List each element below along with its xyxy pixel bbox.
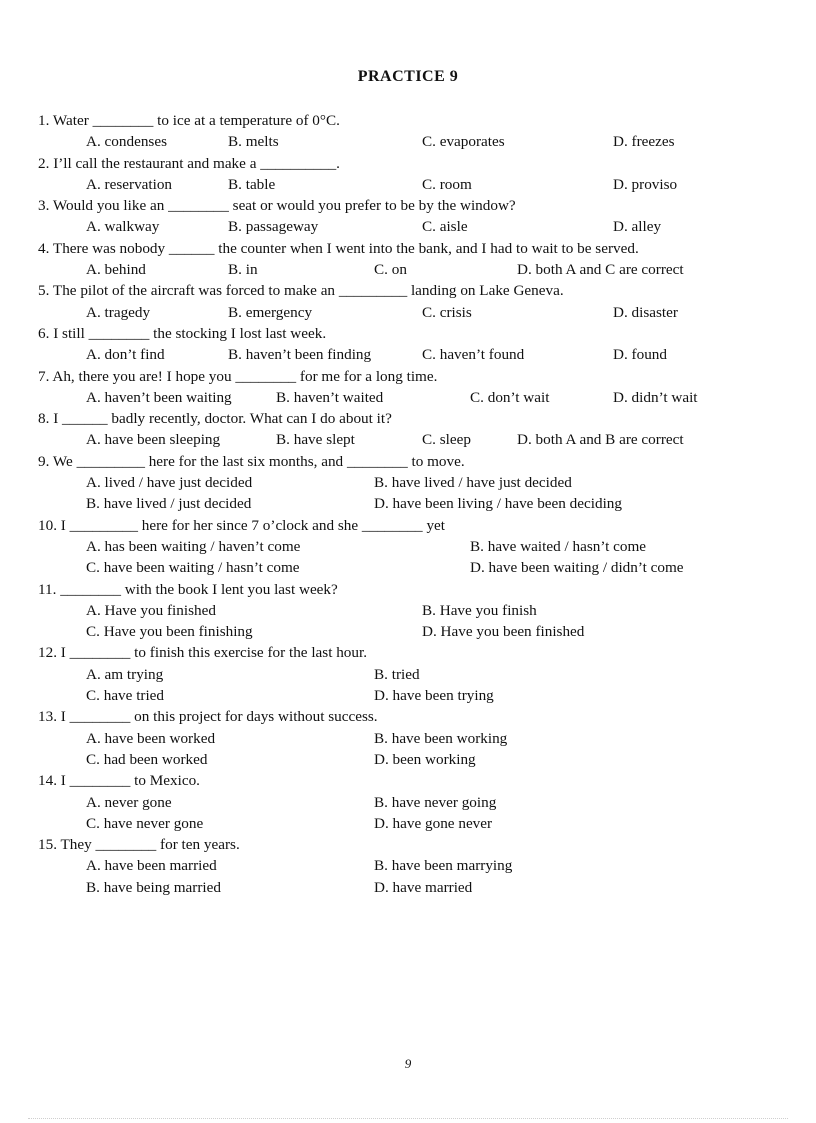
question-10-option-d: D. have been waiting / didn’t come xyxy=(470,559,684,577)
question-3-option-c: C. aisle xyxy=(422,218,468,236)
question-7-text: 7. Ah, there you are! I hope you ________ for me for a long time. xyxy=(38,367,438,385)
question-4-option-d: D. both A and C are correct xyxy=(517,261,684,279)
question-2-text: 2. I’ll call the restaurant and make a __________. xyxy=(38,154,340,172)
question-14-options-row xyxy=(38,792,798,813)
question-list xyxy=(38,110,798,898)
question-11-option-d: D. Have you been finished xyxy=(422,623,585,641)
question-4-text: 4. There was nobody ______ the counter when I went into the bank, and I had to wait to be served. xyxy=(38,239,639,257)
question-13-option-c: C. had been worked xyxy=(86,750,208,768)
question-13-text: 13. I ________ on this project for days without success. xyxy=(38,708,378,726)
question-10-option-a: A. has been waiting / haven’t come xyxy=(86,537,301,555)
question-7-option-c: C. don’t wait xyxy=(470,388,550,406)
question-6-option-b: B. haven’t been finding xyxy=(228,346,372,364)
question-1-option-b: B. melts xyxy=(228,133,279,151)
question-15-option-c: B. have being married xyxy=(86,878,221,896)
question-11-option-c: C. Have you been finishing xyxy=(86,623,253,641)
question-8-option-d: D. both A and B are correct xyxy=(517,431,684,449)
question-14-options-row xyxy=(38,813,798,834)
question-5-option-d: D. disaster xyxy=(613,303,678,321)
question-2-option-b: B. table xyxy=(228,175,276,193)
question-9-option-b: B. have lived / have just decided xyxy=(374,474,572,492)
question-11-text: 11. ________ with the book I lent you last week? xyxy=(38,580,338,598)
question-12-option-d: D. have been trying xyxy=(374,687,494,705)
question-1-options-row xyxy=(38,131,798,152)
question-12-option-c: C. have tried xyxy=(86,687,165,705)
question-15-option-d: D. have married xyxy=(374,878,473,896)
question-14-option-b: B. have never going xyxy=(374,793,497,811)
question-13-option-b: B. have been working xyxy=(374,729,508,747)
question-9-text: 9. We _________ here for the last six months, and ________ to move. xyxy=(38,452,465,470)
question-2-option-d: D. proviso xyxy=(613,175,678,193)
question-13-options-row xyxy=(38,728,798,749)
question-3-option-b: B. passageway xyxy=(228,218,319,236)
question-11-option-b: B. Have you finish xyxy=(422,601,537,619)
question-12-options-row xyxy=(38,685,798,706)
question-9-option-a: A. lived / have just decided xyxy=(86,474,253,492)
question-6-option-a: A. don’t find xyxy=(86,346,165,364)
question-3-options-row xyxy=(38,216,798,237)
question-3-text: 3. Would you like an ________ seat or would you prefer to be by the window? xyxy=(38,197,516,215)
question-2-option-c: C. room xyxy=(422,175,472,193)
question-13-option-a: A. have been worked xyxy=(86,729,216,747)
question-9-options-row xyxy=(38,472,798,493)
question-3-option-d: D. alley xyxy=(613,218,662,236)
question-12-option-b: B. tried xyxy=(374,665,420,683)
question-14-option-d: D. have gone never xyxy=(374,814,493,832)
question-15-option-b: B. have been marrying xyxy=(374,857,513,875)
question-14-text: 14. I ________ to Mexico. xyxy=(38,772,200,790)
question-10-text: 10. I _________ here for her since 7 o’clock and she ________ yet xyxy=(38,516,445,534)
question-4-option-c: C. on xyxy=(374,261,407,279)
page-number: 9 xyxy=(404,1056,412,1071)
question-10-options-row xyxy=(38,557,798,578)
question-5-options-row xyxy=(38,302,798,323)
question-6-options-row xyxy=(38,344,798,365)
question-9-option-d: D. have been living / have been deciding xyxy=(374,495,622,513)
question-4-option-a: A. behind xyxy=(86,261,146,279)
question-5-text: 5. The pilot of the aircraft was forced to make an _________ landing on Lake Geneva. xyxy=(38,282,564,300)
question-14-option-a: A. never gone xyxy=(86,793,172,811)
question-1-option-a: A. condenses xyxy=(86,133,167,151)
question-15-options-row xyxy=(38,855,798,876)
page-bottom-border xyxy=(28,1118,788,1119)
question-8-option-c: C. sleep xyxy=(422,431,471,449)
page-title: PRACTICE 9 xyxy=(357,68,459,85)
question-7-option-d: D. didn’t wait xyxy=(613,388,698,406)
question-2-option-a: A. reservation xyxy=(86,175,173,193)
question-3-option-a: A. walkway xyxy=(86,218,160,236)
question-13-options-row xyxy=(38,749,798,770)
question-5-option-a: A. tragedy xyxy=(86,303,151,321)
question-8-option-a: A. have been sleeping xyxy=(86,431,221,449)
question-4-option-b: B. in xyxy=(228,261,258,279)
question-10-option-b: B. have waited / hasn’t come xyxy=(470,537,647,555)
question-6-text: 6. I still ________ the stocking I lost last week. xyxy=(38,324,327,342)
question-6-option-d: D. found xyxy=(613,346,667,364)
question-1-text: 1. Water ________ to ice at a temperature of 0°C. xyxy=(38,112,340,129)
question-11-options-row xyxy=(38,600,798,621)
question-7-option-b: B. haven’t waited xyxy=(276,388,384,406)
question-5-option-c: C. crisis xyxy=(422,303,472,321)
question-8-text: 8. I ______ badly recently, doctor. What can I do about it? xyxy=(38,410,392,428)
question-1-option-d: D. freezes xyxy=(613,133,675,151)
question-15-option-a: A. have been married xyxy=(86,857,217,875)
question-12-options-row xyxy=(38,664,798,685)
question-2-options-row xyxy=(38,174,798,195)
question-15-options-row xyxy=(38,877,798,898)
question-11-options-row xyxy=(38,621,798,642)
question-6-option-c: C. haven’t found xyxy=(422,346,525,364)
question-7-option-a: A. haven’t been waiting xyxy=(86,388,232,406)
question-7-options-row xyxy=(38,387,798,408)
question-13-option-d: D. been working xyxy=(374,750,476,768)
question-15-text: 15. They ________ for ten years. xyxy=(38,836,240,854)
question-8-option-b: B. have slept xyxy=(276,431,355,449)
question-12-text: 12. I ________ to finish this exercise for the last hour. xyxy=(38,644,368,662)
question-10-option-c: C. have been waiting / hasn’t come xyxy=(86,559,300,577)
question-5-option-b: B. emergency xyxy=(228,303,313,321)
question-9-option-c: B. have lived / just decided xyxy=(86,495,252,513)
question-14-option-c: C. have never gone xyxy=(86,814,204,832)
question-1-option-c: C. evaporates xyxy=(422,133,505,151)
question-4-options-row xyxy=(38,259,798,280)
question-9-options-row xyxy=(38,493,798,514)
question-12-option-a: A. am trying xyxy=(86,665,164,683)
question-11-option-a: A. Have you finished xyxy=(86,601,216,619)
question-10-options-row xyxy=(38,536,798,557)
question-8-options-row xyxy=(38,429,798,450)
